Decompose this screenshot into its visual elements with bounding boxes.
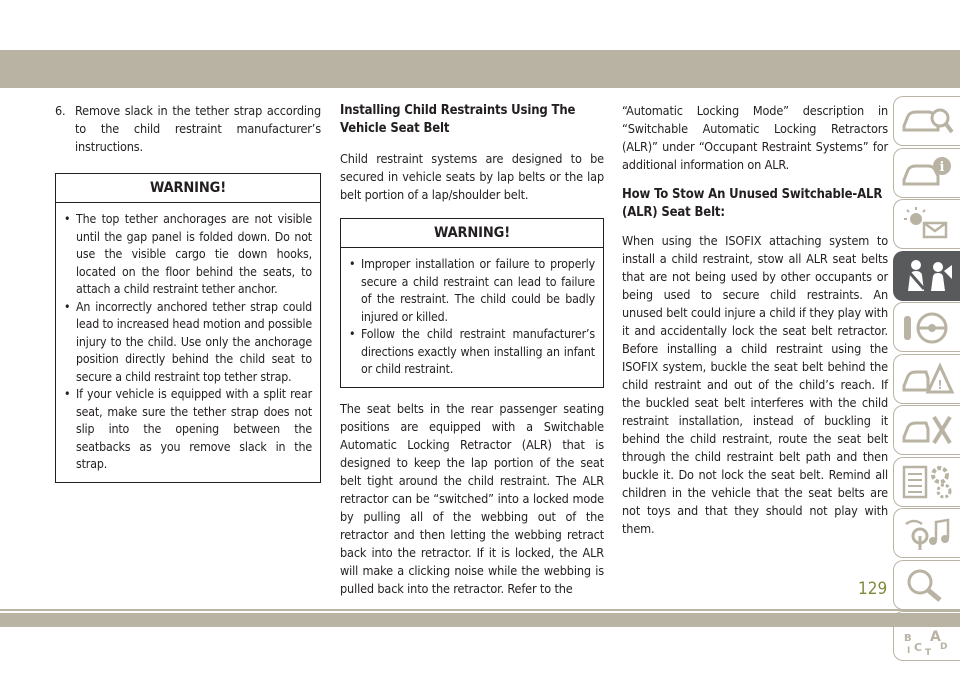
header-band — [0, 50, 960, 88]
tab-car-tools[interactable] — [893, 405, 960, 455]
steering-key-icon — [900, 308, 956, 346]
seatbelt-airbag-icon — [900, 257, 956, 295]
warning-list — [56, 203, 320, 482]
tab-magnifier[interactable] — [893, 560, 960, 610]
tab-steering-key[interactable] — [893, 302, 960, 352]
warning-title: WARNING! — [341, 219, 603, 248]
svg-text:i: i — [939, 159, 945, 175]
magnifier-icon — [900, 566, 956, 604]
column-2 — [340, 102, 604, 598]
index-letter: T — [925, 648, 932, 655]
warning-item: • An incorrectly anchored tether strap could lead to increased head motion and possible injury to the child. Use only the anchorage position directly behind the child seat to secure a child restraint top tether strap. — [64, 299, 312, 387]
warning-item: • Improper installation or failure to properly secure a child restraint can lead to failure of the restraint. The child could be badly injured or killed. — [349, 256, 595, 326]
warning-item: • If your vehicle is equipped with a split rear seat, make sure the tether strap does not slip into the opening between the seatbacks as you remove slack in the strap. — [64, 386, 312, 474]
column-1 — [55, 102, 321, 483]
lights-mail-icon — [900, 205, 956, 243]
tab-lights-mail[interactable] — [893, 199, 960, 249]
tab-settings-list[interactable] — [893, 457, 960, 507]
section-heading: How To Stow An Unused Switchable-ALR (ALR) Seat Belt: — [622, 187, 883, 220]
paragraph: Child restraint systems are designed to be secured in vehicle seats by lap belts or the lap belt portion of a lap/shoulder belt. — [340, 151, 604, 202]
footer-band — [0, 613, 960, 627]
tab-car-search[interactable] — [893, 96, 960, 146]
index-letter: D — [940, 642, 948, 652]
settings-list-icon — [900, 463, 956, 501]
warning-list — [341, 248, 603, 387]
index-letter: I — [907, 646, 911, 655]
car-tools-icon — [900, 411, 956, 449]
index-letter: B — [904, 633, 912, 644]
section-heading: Installing Child Restraints Using The Vehicle Seat Belt — [340, 103, 576, 136]
tab-warning-triangle[interactable] — [893, 354, 960, 404]
car-info-icon — [900, 154, 956, 192]
paragraph: “Automatic Locking Mode” description in “Switchable Automatic Locking Retractors (ALR)” under “Occupant Restraint Systems” for additional information on ALR. — [622, 103, 888, 172]
tab-seatbelt-airbag[interactable] — [893, 251, 960, 301]
page-number: 129 — [858, 579, 888, 599]
step-number: 6. — [55, 103, 66, 118]
paragraph: When using the ISOFIX attaching system to install a child restraint, stow all ALR seat belts that are not being used by other occupants or being used to secure child restraints. An unused belt could injure a child if they play with it and accidentally lock the seat belt retractor. Before installing a child restraint using the ISOFIX system, buckle the seat belt behind the child restraint and out of the child’s reach. If the buckled seat belt interferes with the child restraint installation, instead of buckling it behind the child restraint, route the seat belt through the child restraint belt path and then buckle it. Do not lock the seat belt. Remind all children in the vehicle that the seat belts are not toys and that they should not play with them. — [622, 233, 888, 536]
column-3 — [622, 102, 888, 538]
car-search-icon — [900, 102, 956, 140]
tab-car-info[interactable] — [893, 148, 960, 198]
chapter-tabs — [893, 96, 960, 663]
warning-triangle-icon — [900, 360, 956, 398]
step-6 — [55, 102, 321, 156]
step-text: Remove slack in the tether strap according to the child restraint manufacturer’s instructions. — [75, 103, 321, 154]
svg-text:!: ! — [937, 377, 943, 392]
warning-box-1 — [55, 173, 321, 483]
warning-box-2 — [340, 218, 604, 388]
footer-line — [0, 609, 960, 611]
tab-music-nav[interactable] — [893, 508, 960, 558]
warning-item: • Follow the child restraint manufacturer’s directions exactly when installing an infant or child restraint. — [349, 326, 595, 379]
warning-item: • The top tether anchorages are not visible until the gap panel is folded down. Do not use the visible cargo tie down hooks, located on the floor behind the seats, to attach a child restraint tether anchor. — [64, 211, 312, 299]
index-letter: C — [914, 641, 923, 654]
music-nav-icon — [900, 514, 956, 552]
index-letter: A — [930, 629, 941, 645]
warning-title: WARNING! — [56, 174, 320, 203]
paragraph: The seat belts in the rear passenger seating positions are equipped with a Switchable Automatic Locking Retractor (ALR) that is designed to keep the lap portion of the seat belt tight around the child restraint. The ALR retractor can be “switched” into a locked mode by pulling all of the webbing out of the retractor and then letting the webbing retract back into the retractor. If it is locked, the ALR will make a clicking noise while the webbing is pulled back into the retractor. Refer to the — [340, 400, 604, 596]
